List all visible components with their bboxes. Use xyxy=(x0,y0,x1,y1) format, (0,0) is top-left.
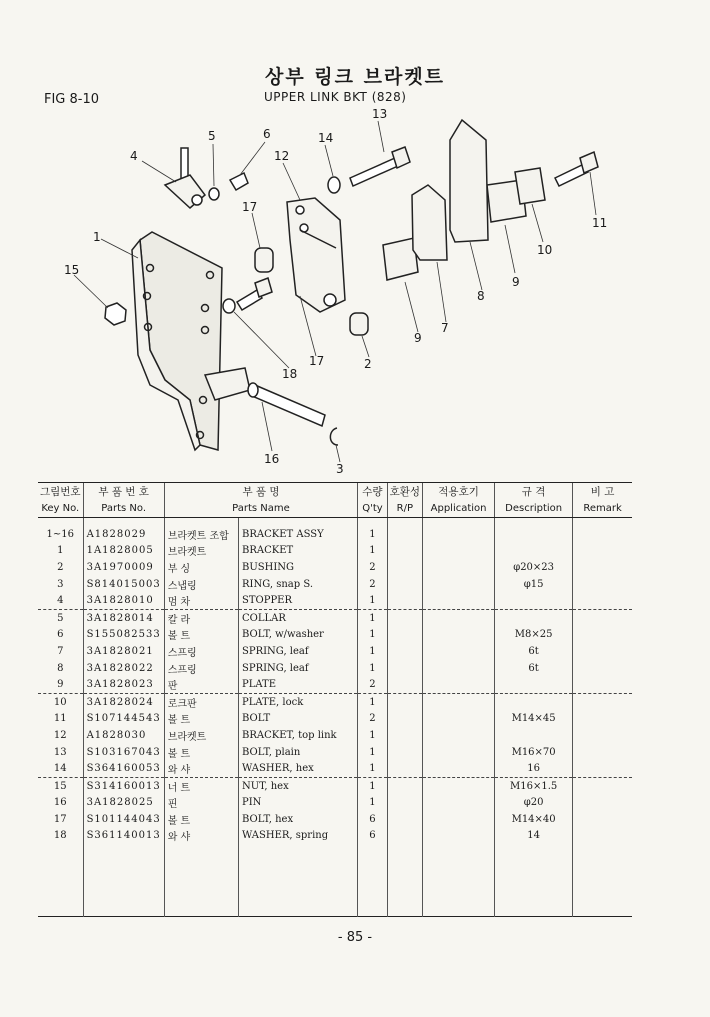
cell-key: 18 xyxy=(53,830,67,842)
cell-app xyxy=(423,693,495,710)
pin-part xyxy=(248,383,325,426)
cell-pno: 3A1828021 xyxy=(83,643,164,660)
table-row xyxy=(38,727,632,744)
cell-key: 16 xyxy=(53,797,67,809)
table-row xyxy=(38,828,632,845)
cell-app xyxy=(423,576,495,593)
cell-kr: 볼 트 xyxy=(164,711,238,728)
cell-rp xyxy=(387,693,422,710)
cell-pno: S314160013 xyxy=(83,777,164,794)
cell-pno: S814015003 xyxy=(83,576,164,593)
cell-kr: 와 샤 xyxy=(164,760,238,777)
cell-desc: 16 xyxy=(495,760,573,777)
cell-name: PLATE xyxy=(239,676,358,693)
cell-rp xyxy=(387,676,422,693)
callout-4: 4 xyxy=(130,149,138,163)
cell-key: 3 xyxy=(57,578,64,590)
cell-key: 11 xyxy=(53,713,67,725)
parts-table xyxy=(38,482,632,917)
cell-app xyxy=(423,543,495,560)
cell-rem xyxy=(573,559,632,576)
cell-desc: M16×70 xyxy=(495,744,573,761)
cell-name: BUSHING xyxy=(239,559,358,576)
header-rp-en: R/P xyxy=(387,500,422,518)
cell-app xyxy=(423,777,495,794)
cell-kr: 볼 트 xyxy=(164,744,238,761)
page-number: - 85 - xyxy=(337,930,373,945)
top-link-bracket-part xyxy=(287,198,345,312)
table-row xyxy=(38,693,632,710)
table-row xyxy=(38,609,632,626)
header-desc-kr: 규 격 xyxy=(495,483,573,501)
cell-qty: 1 xyxy=(358,592,387,609)
snap-ring-part xyxy=(330,428,338,445)
cell-kr: 볼 트 xyxy=(164,811,238,828)
cell-qty: 1 xyxy=(358,795,387,812)
cell-kr: 스프링 xyxy=(164,660,238,677)
table-row xyxy=(38,711,632,728)
cell-desc: 14 xyxy=(495,828,573,845)
cell-name: PLATE, lock xyxy=(239,693,358,710)
cell-pno: 3A1828022 xyxy=(83,660,164,677)
cell-desc: φ20 xyxy=(495,795,573,812)
cell-desc: 6t xyxy=(495,660,573,677)
cell-key: 15 xyxy=(53,780,67,792)
cell-name: RING, snap S. xyxy=(239,576,358,593)
cell-app xyxy=(423,559,495,576)
cell-name: NUT, hex xyxy=(239,777,358,794)
bracket-plate-part xyxy=(132,232,250,450)
header-app-en: Application xyxy=(423,500,495,518)
cell-qty: 6 xyxy=(358,811,387,828)
callout-1: 1 xyxy=(93,230,101,244)
cell-key: 10 xyxy=(53,696,67,708)
cell-rem xyxy=(573,711,632,728)
cell-rem xyxy=(573,795,632,812)
header-name-kr: 부 품 명 xyxy=(164,483,358,501)
cell-kr: 칼 라 xyxy=(164,609,238,626)
cell-key: 7 xyxy=(57,645,64,657)
cell-pno: S155082533 xyxy=(83,627,164,644)
cell-name: WASHER, spring xyxy=(239,828,358,845)
cell-name: STOPPER xyxy=(239,592,358,609)
hex-bolt-part xyxy=(237,278,272,310)
cell-name: SPRING, leaf xyxy=(239,643,358,660)
cell-pno: 1A1828005 xyxy=(83,543,164,560)
exploded-parts-diagram xyxy=(0,100,710,480)
cell-qty: 1 xyxy=(358,543,387,560)
callout-9b: 9 xyxy=(414,331,422,345)
cell-qty: 1 xyxy=(358,518,387,543)
cell-qty: 1 xyxy=(358,693,387,710)
cell-kr: 멈 차 xyxy=(164,592,238,609)
washer-bolt-part xyxy=(230,173,248,190)
cell-pno: 3A1828024 xyxy=(83,693,164,710)
cell-rp xyxy=(387,760,422,777)
cell-rp xyxy=(387,711,422,728)
cell-name: BRACKET, top link xyxy=(239,727,358,744)
callout-18: 18 xyxy=(282,367,298,381)
table-filler xyxy=(38,844,632,917)
hex-washer-part xyxy=(328,177,340,193)
callout-17: 17 xyxy=(242,200,258,214)
cell-rem xyxy=(573,576,632,593)
cell-rp xyxy=(387,727,422,744)
table-row xyxy=(38,643,632,660)
title-english: UPPER LINK BKT (828) xyxy=(264,90,407,104)
cell-key: 1 xyxy=(57,545,64,557)
cell-app xyxy=(423,795,495,812)
cell-kr: 볼 트 xyxy=(164,627,238,644)
header-rem-kr: 비 고 xyxy=(573,483,632,501)
parts-table-body xyxy=(38,518,632,917)
cell-rem xyxy=(573,592,632,609)
cell-qty: 2 xyxy=(358,711,387,728)
cell-desc xyxy=(495,518,573,543)
cell-app xyxy=(423,727,495,744)
table-row xyxy=(38,559,632,576)
cell-pno: S101144043 xyxy=(83,811,164,828)
cell-pno: 3A1828025 xyxy=(83,795,164,812)
callout-10: 10 xyxy=(537,243,553,257)
cell-kr: 스프링 xyxy=(164,643,238,660)
figure-label: FIG 8-10 xyxy=(44,92,100,107)
cell-kr: 부 싱 xyxy=(164,559,238,576)
cell-rem xyxy=(573,760,632,777)
callout-9: 9 xyxy=(512,275,520,289)
cell-qty: 1 xyxy=(358,643,387,660)
cell-key: 4 xyxy=(38,592,83,609)
table-row xyxy=(38,777,632,794)
header-rem-en: Remark xyxy=(573,500,632,518)
callout-17b: 17 xyxy=(309,354,325,368)
cell-key: 13 xyxy=(53,746,67,758)
cell-pno: 3A1828014 xyxy=(83,609,164,626)
cell-desc xyxy=(495,543,573,560)
cell-rem xyxy=(573,777,632,794)
cell-kr: 와 샤 xyxy=(164,828,238,845)
callout-2: 2 xyxy=(364,357,372,371)
cell-app xyxy=(423,828,495,845)
cell-desc xyxy=(495,693,573,710)
cell-key: 5 xyxy=(57,612,64,624)
callout-16: 16 xyxy=(264,452,280,466)
cell-key: 12 xyxy=(53,729,67,741)
cell-name: BOLT, hex xyxy=(239,811,358,828)
table-row xyxy=(38,744,632,761)
cell-qty: 2 xyxy=(358,559,387,576)
cell-key: 6 xyxy=(57,629,64,641)
cell-qty: 1 xyxy=(358,627,387,644)
cell-rem xyxy=(573,627,632,644)
cell-qty: 1 xyxy=(358,777,387,794)
header-app-kr: 적용호기 xyxy=(423,483,495,501)
header-name-en: Parts Name xyxy=(164,500,358,518)
callout-7: 7 xyxy=(441,321,449,335)
cell-rem xyxy=(573,609,632,626)
cell-name: BOLT, w/washer xyxy=(239,627,358,644)
cell-qty: 1 xyxy=(358,744,387,761)
cell-app xyxy=(423,518,495,543)
cell-desc: φ20×23 xyxy=(495,559,573,576)
cell-rp xyxy=(387,592,422,609)
cell-qty: 1 xyxy=(358,609,387,626)
cell-rem xyxy=(573,643,632,660)
header-pno-en: Parts No. xyxy=(83,500,164,518)
cell-name: BOLT xyxy=(239,711,358,728)
cell-kr: 판 xyxy=(164,676,238,693)
cell-kr: 스냅링 xyxy=(164,576,238,593)
cell-name: PIN xyxy=(239,795,358,812)
spring-washer-part xyxy=(223,299,235,313)
cell-qty: 6 xyxy=(358,828,387,845)
cell-rp xyxy=(387,576,422,593)
table-row xyxy=(38,811,632,828)
cell-rem xyxy=(573,660,632,677)
cell-pno: 3A1828023 xyxy=(83,676,164,693)
cell-app xyxy=(423,592,495,609)
header-rp-kr: 호환성 xyxy=(387,483,422,501)
cell-kr: 로크판 xyxy=(164,693,238,710)
cell-name: BRACKET xyxy=(239,543,358,560)
cell-rp xyxy=(387,828,422,845)
cell-kr: 너 트 xyxy=(164,777,238,794)
cell-pno: S107144543 xyxy=(83,711,164,728)
cell-rp xyxy=(387,518,422,543)
callout-8: 8 xyxy=(477,289,485,303)
cell-qty: 2 xyxy=(358,676,387,693)
cell-app xyxy=(423,711,495,728)
cell-rem xyxy=(573,828,632,845)
cell-key: 17 xyxy=(53,813,67,825)
cell-rp xyxy=(387,744,422,761)
callout-13: 13 xyxy=(372,107,388,121)
cell-rp xyxy=(387,559,422,576)
cell-desc: M14×45 xyxy=(495,711,573,728)
cell-name: WASHER, hex xyxy=(239,760,358,777)
callout-12: 12 xyxy=(274,149,290,163)
cell-rp xyxy=(387,795,422,812)
table-row xyxy=(38,627,632,644)
lock-plate-part xyxy=(515,168,545,204)
callout-6: 6 xyxy=(263,127,271,141)
table-row xyxy=(38,676,632,693)
cell-qty: 1 xyxy=(358,727,387,744)
collar-part xyxy=(209,188,219,200)
table-row xyxy=(38,576,632,593)
cell-key: 2 xyxy=(57,561,64,573)
cell-app xyxy=(423,811,495,828)
header-qty-en: Q'ty xyxy=(358,500,387,518)
header-key-kr: 그림번호 xyxy=(38,483,83,501)
table-row xyxy=(38,795,632,812)
title-korean: 상부 링크 브라켓트 xyxy=(264,66,446,88)
cell-desc xyxy=(495,609,573,626)
cell-desc xyxy=(495,676,573,693)
stopper-part xyxy=(165,148,205,208)
leaf-spring-part-2 xyxy=(450,120,488,242)
table-row xyxy=(38,543,632,560)
cell-kr: 브라켓트 xyxy=(164,543,238,560)
cell-app xyxy=(423,676,495,693)
cell-pno: S103167043 xyxy=(83,744,164,761)
cell-rem xyxy=(573,676,632,693)
cell-qty: 1 xyxy=(358,660,387,677)
header-pno-kr: 부 품 번 호 xyxy=(83,483,164,501)
cell-pno: S361140013 xyxy=(83,828,164,845)
cell-app xyxy=(423,744,495,761)
cell-desc: φ15 xyxy=(495,576,573,593)
cell-rem xyxy=(573,744,632,761)
cell-qty: 2 xyxy=(358,576,387,593)
cell-name: COLLAR xyxy=(239,609,358,626)
cell-kr: 핀 xyxy=(164,795,238,812)
cell-key: 1~16 xyxy=(46,528,75,540)
plain-bolt-part xyxy=(350,147,410,186)
cell-pno: A1828029 xyxy=(83,518,164,543)
cell-app xyxy=(423,609,495,626)
cell-rp xyxy=(387,543,422,560)
header-desc-en: Description xyxy=(495,500,573,518)
cell-kr: 브라켓트 조합 xyxy=(164,518,238,543)
callout-15: 15 xyxy=(64,263,80,277)
cell-name: BRACKET ASSY xyxy=(239,518,358,543)
cell-desc: M16×1.5 xyxy=(495,777,573,794)
cell-rp xyxy=(387,811,422,828)
table-row xyxy=(38,518,632,543)
table-row xyxy=(38,660,632,677)
cell-desc: M8×25 xyxy=(495,627,573,644)
cell-app xyxy=(423,660,495,677)
cell-desc: 6t xyxy=(495,643,573,660)
leaf-spring-part xyxy=(412,185,447,260)
cell-desc xyxy=(495,727,573,744)
cell-qty: 1 xyxy=(358,760,387,777)
cell-rem xyxy=(573,693,632,710)
cell-name: BOLT, plain xyxy=(239,744,358,761)
cell-rp xyxy=(387,660,422,677)
cell-app xyxy=(423,627,495,644)
cell-rp xyxy=(387,643,422,660)
cell-rem xyxy=(573,518,632,543)
cell-pno: 3A1828010 xyxy=(83,592,164,609)
callout-3: 3 xyxy=(336,462,344,476)
table-row xyxy=(38,760,632,777)
cell-rp xyxy=(387,777,422,794)
table-row xyxy=(38,592,632,609)
callout-14: 14 xyxy=(318,131,334,145)
cell-rp xyxy=(387,609,422,626)
cell-rp xyxy=(387,627,422,644)
header-qty-kr: 수량 xyxy=(358,483,387,501)
cell-rem xyxy=(573,727,632,744)
hex-nut-part xyxy=(105,303,126,325)
cell-key: 8 xyxy=(57,662,64,674)
header-key-en: Key No. xyxy=(38,500,83,518)
callout-11: 11 xyxy=(592,216,608,230)
callout-5: 5 xyxy=(208,129,216,143)
cell-kr: 브라켓트 xyxy=(164,727,238,744)
cell-pno: 3A1970009 xyxy=(83,559,164,576)
cell-rem xyxy=(573,811,632,828)
cell-key: 9 xyxy=(38,676,83,693)
cell-desc: M14×40 xyxy=(495,811,573,828)
cell-app xyxy=(423,643,495,660)
cell-rem xyxy=(573,543,632,560)
cell-app xyxy=(423,760,495,777)
cell-pno: A1828030 xyxy=(83,727,164,744)
cell-desc xyxy=(495,592,573,609)
cell-pno: S364160053 xyxy=(83,760,164,777)
cell-key: 14 xyxy=(38,760,83,777)
cell-name: SPRING, leaf xyxy=(239,660,358,677)
